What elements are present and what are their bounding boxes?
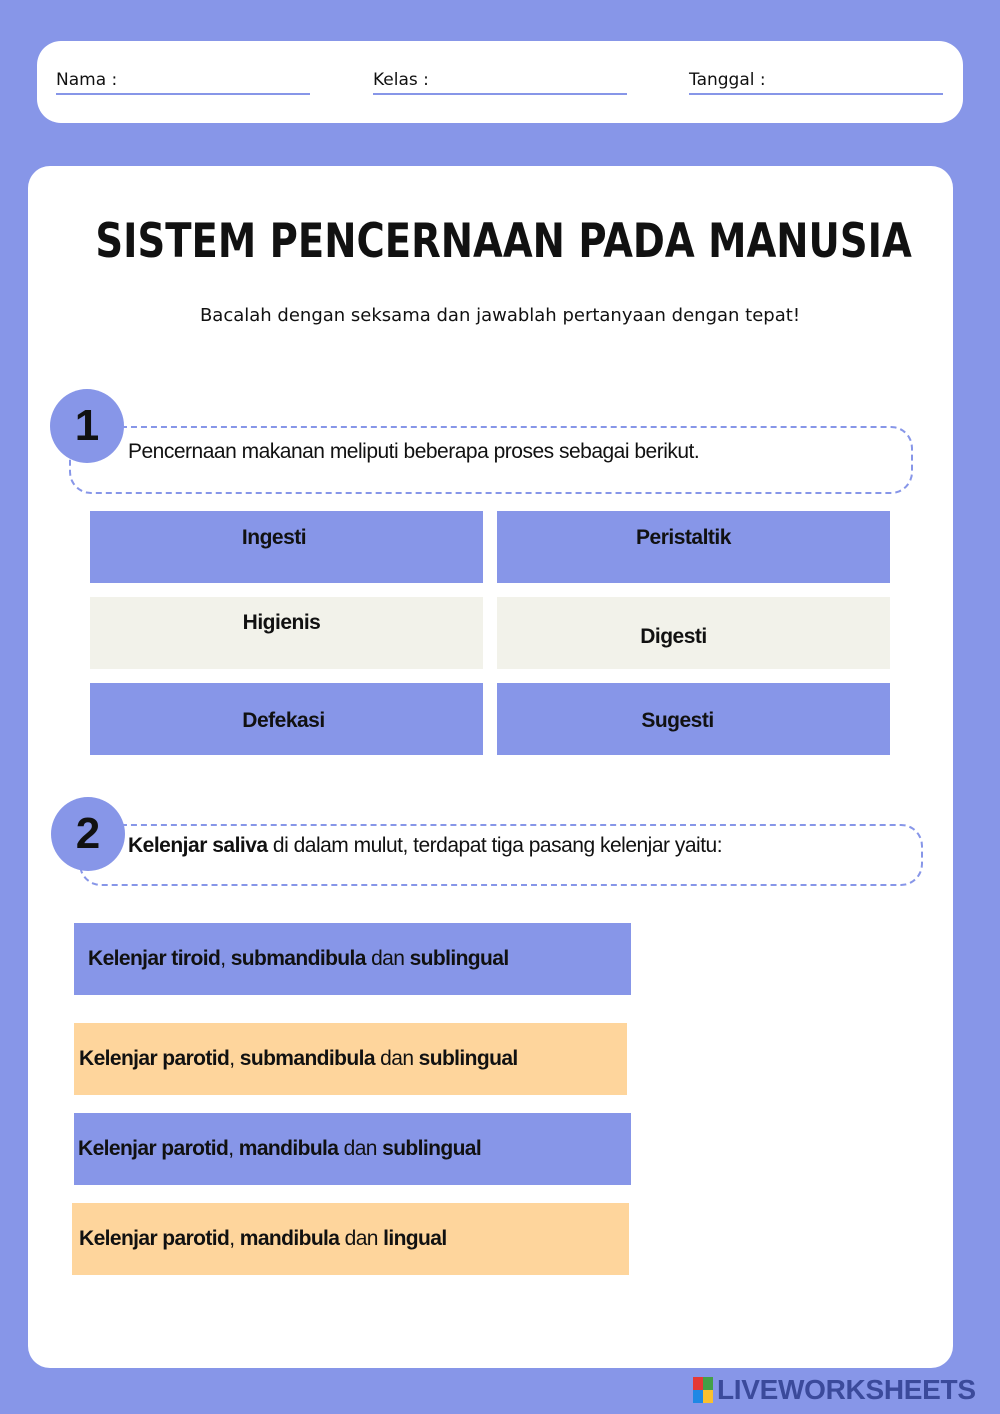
option-sep: dan <box>374 1047 419 1070</box>
question-2-number: 2 <box>51 797 125 871</box>
worksheet-card <box>28 166 953 1368</box>
question-1-number: 1 <box>50 389 124 463</box>
tanggal-label: Tanggal : <box>689 70 766 90</box>
option-sep: , <box>228 1137 239 1160</box>
option-part: sublingual <box>418 1047 518 1070</box>
kelas-label: Kelas : <box>373 70 429 90</box>
option-part: Kelenjar parotid <box>78 1137 229 1160</box>
question-2-text-bold: Kelenjar saliva <box>128 834 268 857</box>
option-sep: , <box>229 1227 240 1250</box>
kelas-field[interactable] <box>373 67 627 95</box>
question-2-text-rest: di dalam mulut, terdapat tiga pasang kelenjar yaitu: <box>267 834 723 857</box>
option-label: Digesti <box>640 625 707 648</box>
q1-option-sugesti[interactable] <box>497 683 890 755</box>
option-part: submandibula <box>239 1047 375 1070</box>
option-label: Ingesti <box>241 526 307 549</box>
option-label: Sugesti <box>641 709 714 732</box>
liveworksheets-logo <box>693 1374 976 1406</box>
q2-option-4[interactable] <box>72 1203 629 1275</box>
q2-option-1[interactable] <box>74 923 631 995</box>
nama-label: Nama : <box>56 70 118 90</box>
option-part: mandibula <box>239 1227 340 1250</box>
q1-option-higienis[interactable] <box>90 597 483 669</box>
student-info-card <box>37 41 963 123</box>
q1-option-defekasi[interactable] <box>90 683 483 755</box>
option-part: Kelenjar parotid <box>79 1227 230 1250</box>
q1-option-ingesti[interactable] <box>90 511 483 583</box>
option-part: sublingual <box>382 1137 482 1160</box>
option-part: Kelenjar parotid <box>79 1047 230 1070</box>
option-part: Kelenjar tiroid <box>88 947 221 970</box>
brand-name: LIVEWORKSHEETS <box>717 1374 976 1405</box>
q2-option-2[interactable] <box>74 1023 627 1095</box>
option-part: submandibula <box>230 947 366 970</box>
nama-field[interactable] <box>56 67 310 95</box>
tanggal-field[interactable] <box>689 67 943 95</box>
option-sep: , <box>229 1047 240 1070</box>
option-label: Defekasi <box>242 709 325 732</box>
option-sep: dan <box>365 947 410 970</box>
option-part: lingual <box>383 1227 447 1250</box>
question-1-text: Pencernaan makanan meliputi beberapa proses sebagai berikut. <box>128 440 700 463</box>
option-sep: , <box>220 947 231 970</box>
option-label: Peristaltik <box>636 526 731 549</box>
option-sep: dan <box>339 1227 384 1250</box>
liveworksheets-mark-icon <box>693 1377 713 1403</box>
option-label: Higienis <box>242 611 321 634</box>
q1-option-digesti[interactable] <box>497 597 890 669</box>
question-2-text <box>128 834 722 858</box>
page-title: SISTEM PENCERNAAN PADA MANUSIA <box>95 214 912 269</box>
page-subtitle: Bacalah dengan seksama dan jawablah pertanyaan dengan tepat! <box>199 305 801 326</box>
q1-option-peristaltik[interactable] <box>497 511 890 583</box>
option-sep: dan <box>338 1137 383 1160</box>
option-part: mandibula <box>238 1137 339 1160</box>
q2-option-3[interactable] <box>74 1113 631 1185</box>
option-part: sublingual <box>409 947 509 970</box>
